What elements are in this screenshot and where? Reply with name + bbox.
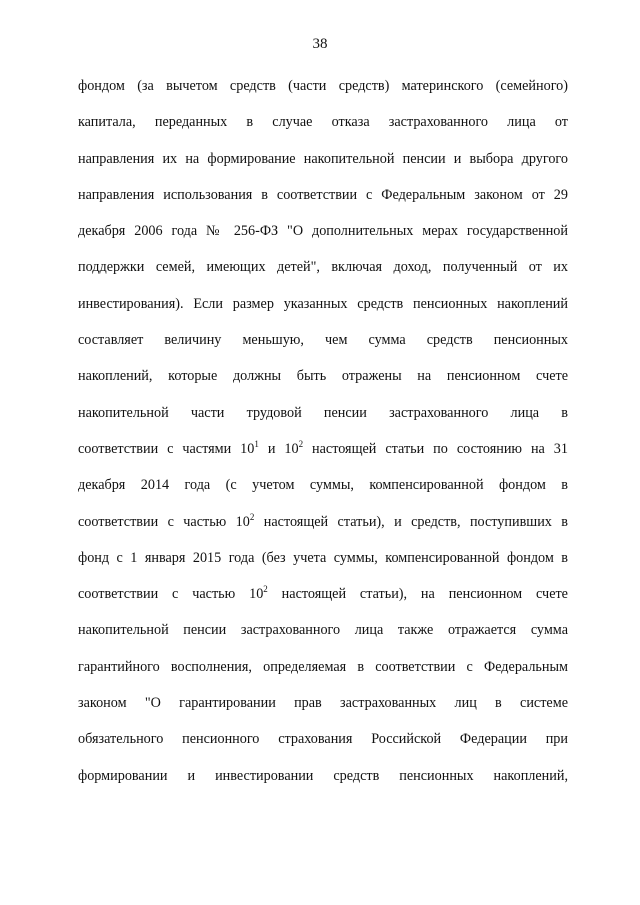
text-segment: направления использования в соответствии с Федеральным законом от 29 <box>78 186 568 203</box>
text-line <box>78 213 568 249</box>
text-line <box>78 467 568 503</box>
text-segment: декабря 2014 года (с учетом суммы, компенсированной фондом в <box>78 477 568 494</box>
text-segment: формировании и инвестировании средств пенсионных накоплений, <box>78 767 568 784</box>
text-segment: настоящей статьи по состоянию на 31 <box>303 440 568 457</box>
text-segment: направления их на формирование накопительной пенсии и выбора другого <box>78 150 568 167</box>
text-line <box>78 504 568 540</box>
text-segment: соответствии с частью 10 <box>78 513 250 530</box>
body-text <box>78 68 568 794</box>
text-line <box>78 286 568 322</box>
text-line <box>78 249 568 285</box>
superscript: 2 <box>249 511 255 522</box>
text-line <box>78 758 568 794</box>
text-line <box>78 395 568 431</box>
text-segment: капитала, переданных в случае отказа застрахованного лица от <box>78 114 568 131</box>
text-segment: обязательного пенсионного страхования Российской Федерации при <box>78 731 568 748</box>
text-segment: накоплений, которые должны быть отражены на пенсионном счете <box>78 368 568 385</box>
text-segment: соответствии с частями 10 <box>78 440 255 457</box>
superscript: 2 <box>263 584 268 595</box>
text-segment: настоящей статьи), и средств, поступивших в <box>254 513 568 530</box>
text-line <box>78 612 568 648</box>
text-segment: законом "О гарантировании прав застрахованных лиц в системе <box>78 695 568 712</box>
text-line <box>78 68 568 104</box>
text-segment: фондом (за вычетом средств (части средств) материнского (семейного) <box>78 78 568 94</box>
text-segment: поддержки семей, имеющих детей", включая доход, полученный от их <box>78 259 568 276</box>
text-line <box>78 431 568 467</box>
text-segment: настоящей статьи), на пенсионном счете <box>267 586 568 603</box>
text-line <box>78 104 568 140</box>
text-line <box>78 322 568 358</box>
text-line <box>78 721 568 757</box>
page-number: 38 <box>312 36 328 52</box>
superscript: 1 <box>254 438 259 449</box>
text-line <box>78 141 568 177</box>
text-segment: накопительной пенсии застрахованного лица также отражается сумма <box>78 622 568 639</box>
text-segment: и 10 <box>258 440 299 457</box>
text-segment: фонд с 1 января 2015 года (без учета суммы, компенсированной фондом в <box>78 549 568 566</box>
text-line <box>78 177 568 213</box>
text-segment: инвестирования). Если размер указанных средств пенсионных накоплений <box>78 295 568 312</box>
text-segment: соответствии с частью 10 <box>78 586 264 603</box>
text-line <box>78 576 568 612</box>
text-segment: декабря 2006 года № 256-ФЗ "О дополнительных мерах государственной <box>78 223 568 240</box>
superscript: 2 <box>298 438 304 449</box>
text-segment: накопительной части трудовой пенсии застрахованного лица в <box>78 404 568 421</box>
text-line <box>78 649 568 685</box>
text-line <box>78 685 568 721</box>
text-segment: составляет величину меньшую, чем сумма средств пенсионных <box>78 332 568 349</box>
text-segment: гарантийного восполнения, определяемая в соответствии с Федеральным <box>78 658 568 675</box>
text-line <box>78 540 568 576</box>
text-line <box>78 358 568 394</box>
